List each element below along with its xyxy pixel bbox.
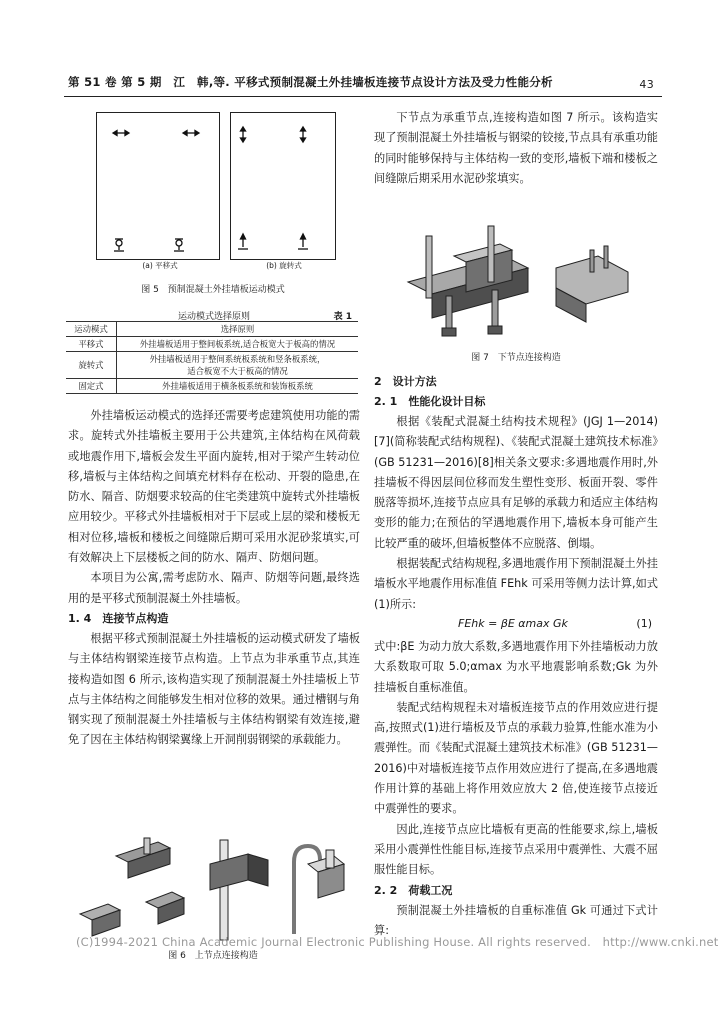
table1-title: 运动模式选择原则: [177, 312, 250, 322]
equation-1-number: (1): [636, 616, 652, 630]
page-number: 43: [639, 78, 654, 91]
panel-translation: [96, 112, 220, 260]
right-paragraph-1: 下节点为承重节点,连接构造如图 7 所示。该构造实现了预制混凝土外挂墙板与钢梁的铰接,节点具有承重功能的同时能够保持与主体结构一致的变形,墙板下端和楼板之间缝隙后期采用水泥砂浆填实。: [374, 111, 658, 185]
equation-1-body: FEhk = βE αmax Gk: [458, 616, 568, 630]
left-paragraph-1: 外挂墙板运动模式的选择还需要考虑建筑使用功能的需求。旋转式外挂墙板主要用于公共建筑,主体结构在风荷载或地震作用下,墙板会发生平面内旋转,相对于梁产生转动位移,墙板与主体结构之间填充材料存在松动、开裂的隐患,在防水、隔音、防烟要求较高的住宅类建筑中旋转式外挂墙板应用较少。平移式外挂墙板相对于下层或上层的梁和楼板无相对位移,墙板和楼板之间缝隙后期可采用水泥砂浆填实,可有效解决上下层楼板之间的防水、隔声、防烟问题。: [68, 409, 360, 565]
figure7-illustration: [392, 216, 648, 342]
right-column-body: [374, 372, 658, 941]
table1-header-mode: 运动模式: [66, 322, 117, 337]
table1-mode: 平移式: [66, 337, 117, 352]
table1: [66, 321, 358, 394]
table1-rule: 外挂墙板适用于横条板系统和装饰板系统: [117, 379, 359, 394]
table1-rule: 外挂墙板适用于整间板系统,适合板宽大于板高的情况: [117, 337, 359, 352]
right-paragraph-4: 式中:βE 为动力放大系数,多遇地震作用下外挂墙板动力放大系数取可取 5.0;αmax 为水平地震影响系数;Gk 为外挂墙板自重标准值。: [374, 639, 658, 694]
table1-label: 表 1: [333, 312, 352, 322]
right-paragraph-2: 根据《装配式混凝土结构技术规程》(JGJ 1—2014)[7](简称装配式结构规程)、《装配式混凝土建筑技术标准》(GB 51231—2016)[8]相关条文要求:多遇地震作用时,外挂墙板不得因层间位移而发生塑性变形、板面开裂、零件脱落等损坏,连接节点应具有足够的承载力和适应主体结构变形的能力;在预估的罕遇地震作用下,墙板本身可能产生比较严重的破坏,但墙板整体不应脱落、倒塌。: [374, 415, 658, 550]
figure6-illustration: [72, 834, 360, 942]
header-rule: [64, 96, 662, 97]
table-row: [66, 379, 358, 394]
figure5-sub-b: (b) 旋转式: [266, 261, 302, 270]
table1-mode: 固定式: [66, 379, 117, 394]
header-title: 第 51 卷 第 5 期 江 韩,等. 平移式预制混凝土外挂墙板连接节点设计方法及受力性能分析: [68, 75, 553, 89]
right-column-top: [374, 108, 658, 189]
section-2-heading: 2 设计方法: [374, 375, 437, 388]
table-row: [66, 337, 358, 352]
section-1-4-heading: 1. 4 连接节点构造: [68, 611, 169, 625]
figure5-caption: 图 5 预制混凝土外挂墙板运动模式: [141, 285, 285, 295]
panel-rotation: [230, 112, 336, 260]
right-paragraph-5: 装配式结构规程未对墙板连接节点的作用效应进行提高,按照式(1)进行墙板及节点的承载力验算,性能水准为小震弹性。而《装配式混凝土建筑技术标准》(GB 51231—2016)中对墙板连接节点作用效应进行了提高,在多遇地震作用计算的基础上将作用效应放大 2 倍,使连接节点接近中震弹性的要求。: [374, 700, 658, 816]
translation-arrows-icon: [97, 113, 219, 259]
table1-mode: 旋转式: [66, 352, 117, 379]
right-paragraph-7: 预制混凝土外挂墙板的自重标准值 Gk 可通过下式计算:: [374, 903, 658, 937]
right-paragraph-6: 因此,连接节点应比墙板有更高的性能要求,综上,墙板采用小震弹性性能目标,连接节点采用中震弹性、大震不屈服性能目标。: [374, 822, 658, 877]
figure5-sub-a: (a) 平移式: [142, 261, 178, 270]
figure6-caption: 图 6 上节点连接构造: [168, 951, 258, 961]
left-paragraph-2: 本项目为公寓,需考虑防水、隔声、防烟等问题,最终选用的是平移式预制混凝土外挂墙板。: [68, 571, 360, 605]
table1-header-rule: 选择原则: [117, 322, 359, 337]
left-column: [68, 406, 360, 751]
left-paragraph-3: 根据平移式预制混凝土外挂墙板的运动模式研发了墙板与主体结构钢梁连接节点构造。上节点为非承重节点,其连接构造如图 6 所示,该构造实现了预制混凝土外挂墙板上节点与主体结构之间能够发生相对位移的效果。通过槽钢与角钢实现了预制混凝土外挂墙板与主体结构钢梁有效连接,避免了因在主体结构钢梁翼缘上开洞削弱钢梁的承载能力。: [68, 631, 360, 747]
cnki-watermark: (C)1994-2021 China Academic Journal Electronic Publishing House. All rights reserved. http://www.cnki.net: [76, 935, 719, 949]
running-header: [68, 74, 658, 90]
section-2-1-heading: 2. 1 性能化设计目标: [374, 395, 486, 408]
section-2-2-heading: 2. 2 荷载工况: [374, 883, 453, 897]
equation-1: [374, 615, 658, 637]
table1-rule: 外挂墙板适用于整间系统板系统和竖条板系统，适合板宽不大于板高的情况: [117, 352, 359, 379]
table-row: [66, 352, 358, 379]
figure7-caption: 图 7 下节点连接构造: [471, 353, 561, 363]
rotation-arrows-icon: [231, 113, 335, 259]
right-paragraph-3: 根据装配式结构规程,多遇地震作用下预制混凝土外挂墙板水平地震作用标准值 FEhk 可采用等侧力法计算,如式(1)所示:: [374, 557, 658, 611]
table1-header-row: [66, 322, 358, 337]
